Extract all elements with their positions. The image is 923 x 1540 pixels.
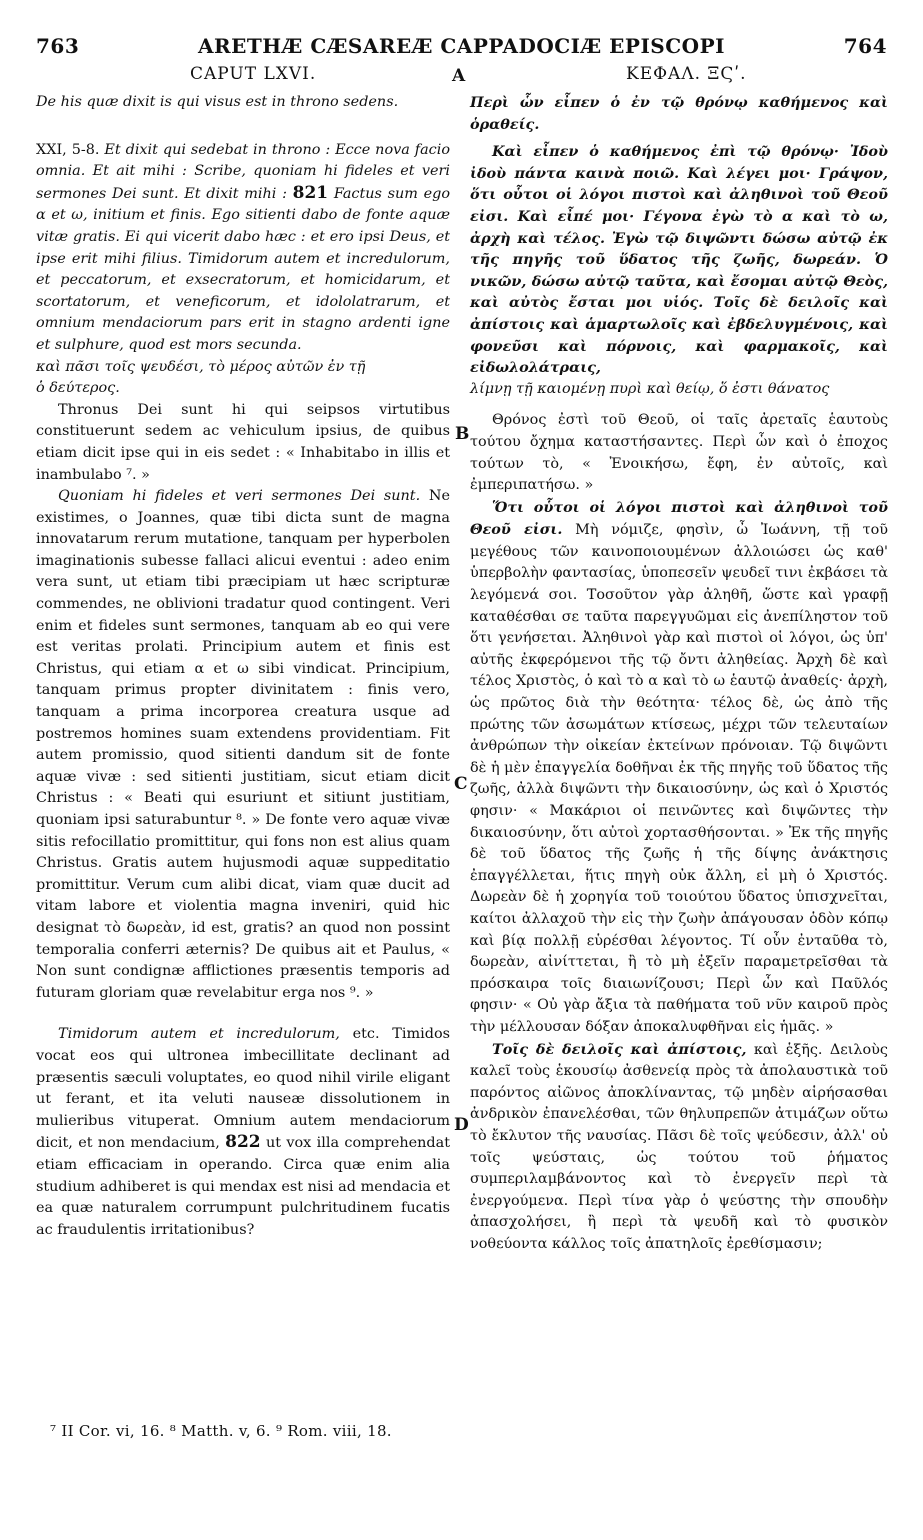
column-number-821: 821	[292, 182, 329, 203]
running-title: ARETHÆ CÆSAREÆ CAPPADOCIÆ EPISCOPI	[198, 34, 725, 58]
caput-greek: ΚΕΦΑΛ. ΞϚʹ.	[626, 64, 747, 84]
latin-paragraph-1: Thronus Dei sunt hi qui seipsos virtutibus constituerunt sedem ac vehiculum ipsius, de quibus etiam dicit ipse qui in eis sedet : « Inhabitabo in illis et inambulabo ⁷. »	[36, 401, 450, 483]
margin-marker-a: A	[452, 66, 466, 86]
latin-body-3a: etc. Timidos vocat eos qui ultronea imbecillitate declinant ad præsentis sæculi voluptates, eo quod nihil virile eligant ut ferant, et ita veluti nauseæ dissolutionem in mulieribus vituperat. Omnium autem mendaciorum dicit, et non mendacium,	[36, 1026, 450, 1152]
latin-lemma-3: Timidorum autem et incredulorum,	[58, 1026, 340, 1043]
greek-column	[470, 92, 888, 1255]
scripture-ref: XXI, 5-8.	[36, 141, 105, 158]
column-number-822: 822	[225, 1132, 261, 1153]
scripture-text-2: Factus sum ego α et ω, initium et finis. Ego sitienti dabo de fonte aquæ vitæ gratis. Ei qui vicerit dabo hæc : et ero ipsi Deus, et ipse erit mihi filius. Timidorum autem et incredulorum, et peccatorum, et exsecratorum, et homicidarum, et scortatorum, et veneficorum, et idololatrarum, et omnium mendaciorum pars erit in stagno ardenti igne et sulphure, quod est mors secunda.	[36, 185, 450, 353]
greek-paragraph-2	[470, 497, 888, 1039]
greek-body-3: καὶ ἑξῆς. Δειλοὺς καλεῖ τοὺς ἑκουσίῳ ἀσθενείᾳ πρὸς τὰ ἀπολαυστικὰ τοῦ παρόντος αἰῶνος ἀποκλίναντας, τῷ μηδὲν αἱρήσασθαι ἀνδρικὸν ἐπανελέσθαι, τῶν θηλυπρεπῶν ἀτιμάζων οὕτω τὸ ἔκλυτον τῆς ναυσίας. Πᾶσι δὲ τοῖς ψεύδεσιν, ἀλλ' οὐ τοῖς ψεύσταις, ὡς τούτου τοῦ ῥήματος συμπεριλαμβάνοντος καὶ τὸ ἐνεργεῖν περὶ τὰ ἐνεργούμενα. Περὶ τίνα γὰρ ὁ ψεύστης τὴν σπουδὴν ἀπασχολήσει, ἢ περὶ τὰ ψευδῆ καὶ τὸ φυσικὸν νοθεύοντα κάλλος τοῖς ἀπατηλοῖς ἐρεθίσμασιν;	[470, 1041, 888, 1252]
latin-body-2: Ne existimes, o Joannes, quæ tibi dicta sunt de magna innovatarum rerum mutatione, tanquam per hyperbolen imaginationis subesse fallaci alicui eventui : adeo enim vera sunt, ut etiam tibi præcipiam ut hæc scripturæ commendes, ne oblivioni tradatur quod contingent. Veri enim et fideles sunt sermones, tanquam ab eo qui vere est veritas prolati. Principium autem et finis est Christus, qui etiam α et ω sibi vindicat. Principium, tanquam primus propter divinitatem : finis vero, tanquam a prima incorporea creatura usque ad postremos homines suam extendens providentiam. Fit autem promissio, quod sitienti dandum sit de fonte aquæ vivæ : sed sitienti justitiam, sicut etiam dicit Christus : « Beati qui esuriunt et sitiunt justitiam, quoniam ipsi saturabuntur ⁸. » De fonte vero aquæ vivæ sitis refocillatio promittitur, qui fons non est alius quam Christus. Gratis autem hujusmodi aquæ suppeditatio promittitur. Verum cum alibi dicat, viam quæ ducit ad vitam labore et violentia magna inveniri, quid hic designat τὸ δωρεὰν, id est, gratis? an quod non possint temporalia conferri æternis? De quibus ait et Paulus, « Non sunt condignæ afflictiones præsentis temporis ad futuram gloriam quæ revelabitur erga nos ⁹. »	[36, 488, 450, 1001]
greek-subtitle: Περὶ ὧν εἶπεν ὁ ἐν τῷ θρόνῳ καθήμενος καὶ ὁραθείς.	[470, 94, 888, 133]
caput-latin: CAPUT LXVI.	[190, 64, 317, 84]
margin-marker-b: B	[455, 424, 470, 444]
margin-marker-d: D	[454, 1115, 469, 1135]
latin-subtitle: De his quæ dixit is qui visus est in throno sedens.	[36, 94, 399, 110]
greek-body-2: Μὴ νόμιζε, φησὶν, ὦ Ἰωάννη, τῇ τοῦ μεγέθους τῶν καινοποιουμένων ἀλλοιώσει ὡς καθ' ὑπερβολὴν φαντασίας, ὑποπεσεῖν ψευδεῖ τινι ἐκβάσει τὰ λεγόμενά σοι. Τοσοῦτον γὰρ ἀληθῆ, ὥστε καὶ γραφῇ καταθέσθαι σε ταῦτα παρεγγυῶμαι εἰς ἀνεπίληστον τοῦ ὅτι γενήσεται. Ἀληθινοὶ γὰρ καὶ πιστοὶ οἱ λόγοι, ὡς ὑπ' αὐτῆς ἐκφερόμενοι τῆς τῷ ὄντι ἀληθείας. Ἀρχὴ δὲ καὶ τέλος Χριστὸς, ὁ καὶ τὸ α καὶ τὸ ω ἑαυτῷ ἀναθείς· ἀρχὴ, ὡς πρῶτος διὰ τὴν θεότητα· τέλος δὲ, ὡς ἀπὸ τῆς πρώτης τῶν ἀσωμάτων κτίσεως, μέχρι τῶν τελευταίων ἀνθρώπων τὴν οἰκείαν ἐκτείνων πρόνοιαν. Τῷ διψῶντι δὲ ἡ μὲν ἐπαγγελία δοθῆναι ἐκ τῆς πηγῆς τοῦ ὕδατος τῆς ζωῆς, ἀλλὰ διψῶντι τὴν δικαιοσύνην, ὡς καὶ ὁ Χριστός φησιν· « Μακάριοι οἱ πεινῶντες καὶ διψῶντες τὴν δικαιοσύνην, ὅτι αὐτοὶ χορτασθήσονται. » Ἐκ τῆς πηγῆς δὲ τοῦ ὕδατος τῆς ζωῆς ἡ τῆς δίψης ἀνάκτησις ἐπαγγέλλεται, ἥτις πηγὴ οὐκ ἄλλη, εἰ μὴ ὁ Χριστός. Δωρεὰν δὲ ἡ χορηγία τοῦ τοιούτου ὕδατος ὑπισχνεῖται, καίτοι ἀλλαχοῦ τὴν εἰς τὴν ζωὴν ἀπάγουσαν ὁδὸν κόπῳ καὶ βίᾳ πολλῇ εὑρέσθαι λέγοντος. Τί οὖν ἐνταῦθα τὸ, δωρεὰν, αἰνίττεται, ἢ τὸ μὴ ἐξεῖν παραμετρεῖσθαι τὰ πρόσκαιρα τοῖς διαιωνίζουσι; Περὶ ὧν καὶ Παῦλός φησιν· « Οὐ γὰρ ἄξια τὰ παθήματα τοῦ νῦν καιροῦ πρὸς τὴν μέλλουσαν δόξαν ἀποκαλυφθῆναι εἰς ἡμᾶς. »	[470, 522, 888, 1035]
footnotes: ⁷ II Cor. vi, 16. ⁸ Matth. v, 6. ⁹ Rom. viii, 18.	[50, 1422, 392, 1440]
latin-column	[36, 92, 450, 1241]
greek-paragraph-1: Θρόνος ἐστὶ τοῦ Θεοῦ, οἱ ταῖς ἀρεταῖς ἑαυτοὺς τούτου ὄχημα καταστήσαντες. Περὶ ὧν καὶ ὁ ἐποχος τούτων τὸ, « Ἐνοικήσω, ἔφη, ἐν αὐτοῖς, καὶ ἐμπεριπατήσω. »	[470, 412, 888, 494]
page-number-left: 763	[36, 34, 80, 58]
greek-scripture-tail: λίμνῃ τῇ καιομένῃ πυρὶ καὶ θείῳ, ὅ ἐστι θάνατος	[470, 380, 830, 397]
margin-marker-c: C	[454, 774, 468, 794]
greek-paragraph-3	[470, 1039, 888, 1256]
scripture-text-1: Et dixit qui sedebat in throno : Ecce nova facio omnia. Et ait mihi : Scribe, quoniam hi fideles et veri sermones Dei sunt. Et dixit mihi :	[36, 141, 450, 202]
latin-paragraph-3	[36, 1024, 450, 1241]
greek-scripture: Καὶ εἶπεν ὁ καθήμενος ἐπὶ τῷ θρόνῳ· Ἰδοὺ ἰδοὺ πάντα καινὰ ποιῶ. Καὶ λέγει μοι· Γράψον, ὅτι οὗτοι οἱ λόγοι πιστοὶ καὶ ἀληθινοὶ τοῦ Θεοῦ εἰσι. Καὶ εἶπέ μοι· Γέγονα ἐγὼ τὸ α καὶ τὸ ω, ἀρχὴ καὶ τέλος. Ἐγὼ τῷ διψῶντι δώσω αὐτῷ ἐκ τῆς πηγῆς τοῦ ὕδατος τῆς ζωῆς, δωρεάν. Ὁ νικῶν, δώσω αὐτῷ ταῦτα, καὶ ἔσομαι αὐτῷ Θεὸς, καὶ αὐτὸς ἔσται μοι υἱός. Τοῖς δὲ δειλοῖς καὶ ἀπίστοις καὶ ἁμαρτωλοῖς καὶ ἐβδελυγμένοις, καὶ φονεῦσι καὶ πόρνοις, καὶ φαρμακοῖς, καὶ εἰδωλολάτραις,	[470, 143, 888, 377]
latin-body-3b: ut vox illa comprehendat etiam efficaciam in operando. Circa quæ enim alia studium adhiberet is qui mendax est nisi ad mendacia et ea quæ naturalem corrumpunt pulchritudinem fucatis ac fraudulentis irritationibus?	[36, 1135, 450, 1238]
greek-lemma-2: Ὅτι οὗτοι οἱ λόγοι πιστοὶ καὶ ἀληθινοὶ τοῦ Θεοῦ εἰσι.	[470, 498, 888, 539]
latin-paragraph-2	[36, 486, 450, 1004]
page-number-right: 764	[843, 34, 887, 58]
greek-lemma-3: Τοῖς δὲ δειλοῖς καὶ ἀπίστοις,	[492, 1040, 747, 1058]
latin-greek-tail: καὶ πᾶσι τοῖς ψευδέσι, τὸ μέρος αὐτῶν ἐν τῇ	[36, 358, 366, 375]
latin-scripture	[36, 140, 450, 357]
latin-lemma-2: Quoniam hi fideles et veri sermones Dei sunt.	[58, 488, 421, 505]
latin-greek-tail-2: ὁ δεύτερος.	[36, 380, 120, 397]
